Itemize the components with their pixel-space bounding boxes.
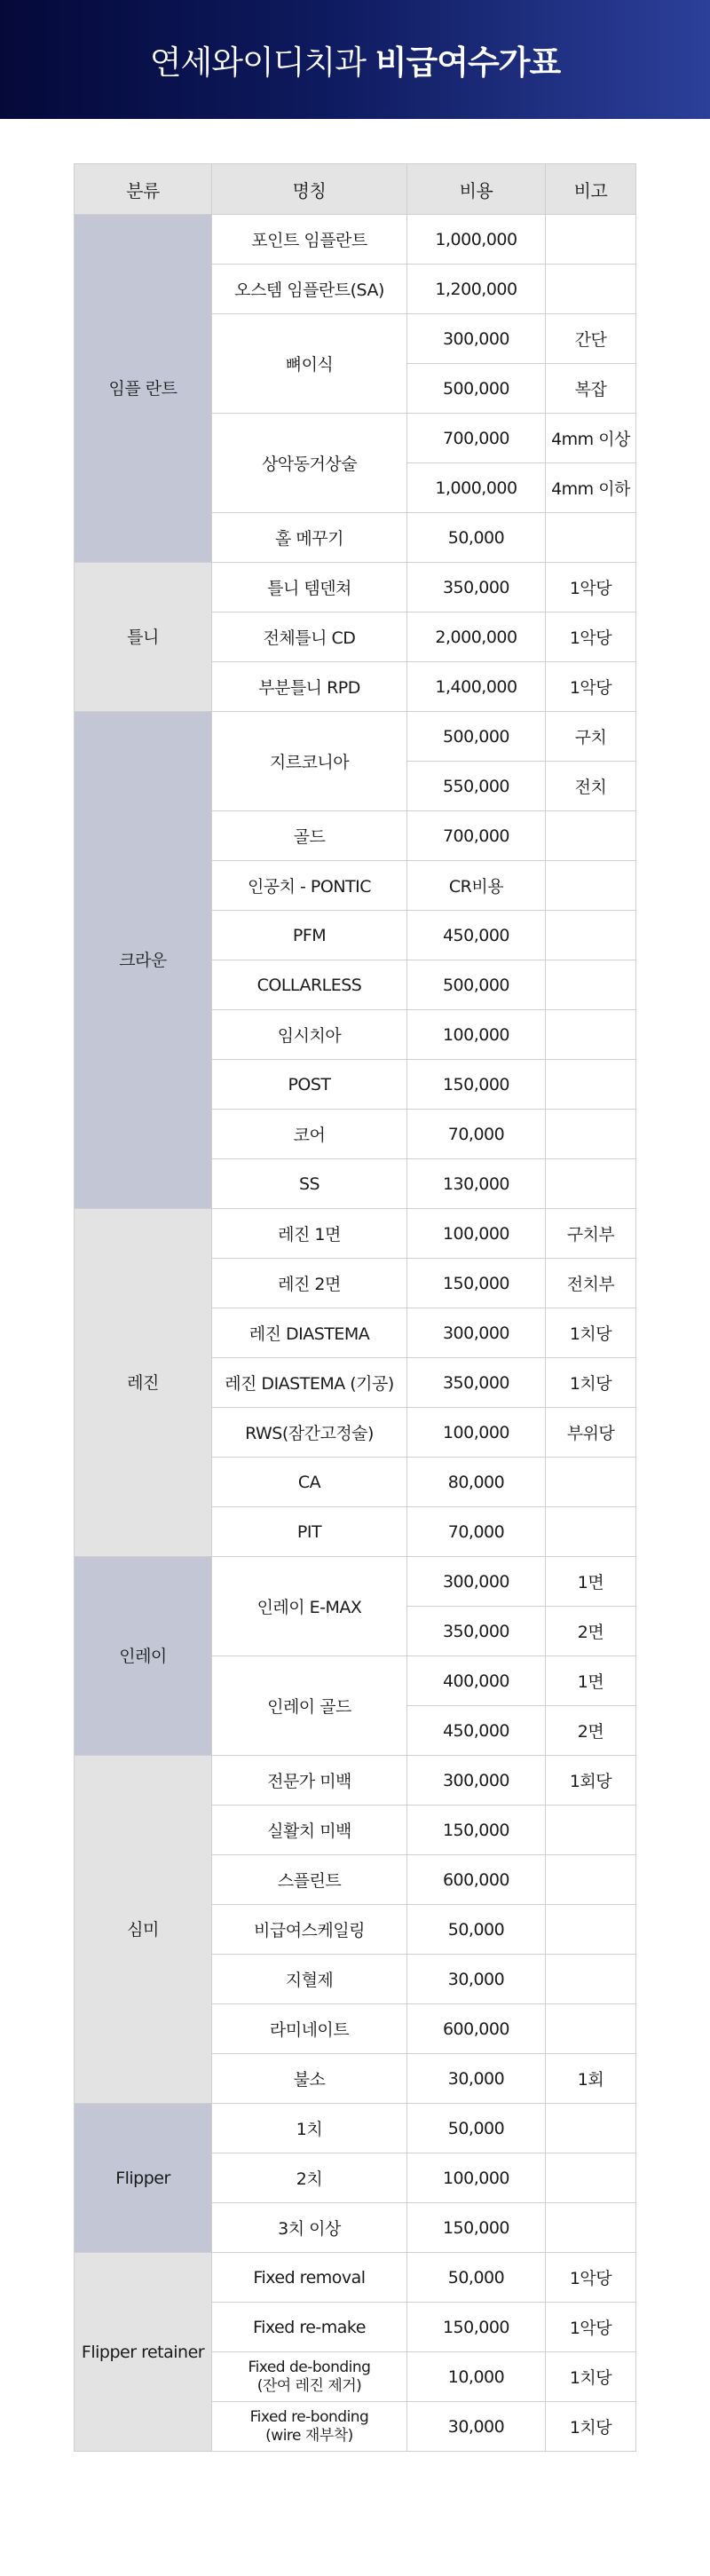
table-header-row xyxy=(75,164,636,215)
cost-cell: 150,000 xyxy=(407,1060,546,1110)
item-name-cell: 불소 xyxy=(212,2054,407,2104)
cost-cell: 70,000 xyxy=(407,1507,546,1557)
cost-cell: 450,000 xyxy=(407,1706,546,1756)
note-cell: 1치당 xyxy=(546,2402,636,2452)
cost-cell: 350,000 xyxy=(407,1358,546,1408)
note-cell xyxy=(546,1806,636,1855)
item-name-cell: 오스템 임플란트(SA) xyxy=(212,265,407,314)
item-name-cell: 골드 xyxy=(212,811,407,861)
note-cell: 간단 xyxy=(546,314,636,364)
note-cell: 전치 xyxy=(546,762,636,811)
item-name-cell: SS xyxy=(212,1159,407,1209)
note-cell xyxy=(546,1855,636,1905)
cost-cell: 50,000 xyxy=(407,2253,546,2303)
cost-cell: 100,000 xyxy=(407,2153,546,2203)
note-cell: 1악당 xyxy=(546,662,636,712)
note-cell xyxy=(546,811,636,861)
note-cell xyxy=(546,1110,636,1159)
item-name-cell: Fixed re-bonding (wire 재부착) xyxy=(212,2402,407,2452)
item-name-cell: 레진 DIASTEMA xyxy=(212,1308,407,1358)
note-cell: 1회당 xyxy=(546,1756,636,1806)
cost-cell: 300,000 xyxy=(407,1557,546,1607)
table-row xyxy=(75,712,636,762)
note-cell: 1악당 xyxy=(546,612,636,662)
item-name-cell: PIT xyxy=(212,1507,407,1557)
cost-cell: 700,000 xyxy=(407,811,546,861)
item-name-cell: Fixed removal xyxy=(212,2253,407,2303)
column-header-category: 분류 xyxy=(75,164,212,215)
cost-cell: 50,000 xyxy=(407,2104,546,2153)
item-name-cell: 전체틀니 CD xyxy=(212,612,407,662)
item-name-cell: 인레이 골드 xyxy=(212,1656,407,1756)
page-title xyxy=(150,36,560,83)
cost-cell: 550,000 xyxy=(407,762,546,811)
cost-cell: 350,000 xyxy=(407,1607,546,1656)
item-name-cell: RWS(잠간고정술) xyxy=(212,1408,407,1458)
note-cell: 4mm 이상 xyxy=(546,414,636,463)
cost-cell: 30,000 xyxy=(407,2054,546,2104)
cost-cell: 100,000 xyxy=(407,1209,546,1259)
note-cell: 4mm 이하 xyxy=(546,463,636,513)
category-label: Flipper xyxy=(115,2168,170,2188)
item-name-cell: Fixed re-make xyxy=(212,2303,407,2352)
category-cell xyxy=(75,215,212,563)
item-name-cell: 스플린트 xyxy=(212,1855,407,1905)
note-cell: 1악당 xyxy=(546,563,636,612)
table-row xyxy=(75,2104,636,2153)
cost-cell: 100,000 xyxy=(407,1010,546,1060)
item-name-cell: 1치 xyxy=(212,2104,407,2153)
note-cell: 1악당 xyxy=(546,2303,636,2352)
table-row xyxy=(75,1209,636,1259)
cost-cell: 350,000 xyxy=(407,563,546,612)
item-name-cell: 3치 이상 xyxy=(212,2203,407,2253)
note-cell xyxy=(546,1458,636,1507)
category-label: 심미 xyxy=(127,1919,159,1940)
note-cell xyxy=(546,2104,636,2153)
document-title: 비급여수가표 xyxy=(375,43,561,82)
cost-cell: 300,000 xyxy=(407,1308,546,1358)
item-name-cell: 포인트 임플란트 xyxy=(212,215,407,265)
cost-cell: 1,000,000 xyxy=(407,463,546,513)
cost-cell: 80,000 xyxy=(407,1458,546,1507)
item-name-cell: 라미네이트 xyxy=(212,2004,407,2054)
cost-cell: 500,000 xyxy=(407,364,546,414)
cost-cell: 300,000 xyxy=(407,314,546,364)
category-cell xyxy=(75,2253,212,2452)
cost-cell: 50,000 xyxy=(407,1905,546,1955)
item-name-cell: 비급여스케일링 xyxy=(212,1905,407,1955)
item-name-cell: Fixed de-bonding (잔여 레진 제거) xyxy=(212,2352,407,2402)
note-cell: 구치부 xyxy=(546,1209,636,1259)
column-header-item: 명칭 xyxy=(212,164,407,215)
note-cell xyxy=(546,2203,636,2253)
item-name-cell: 레진 2면 xyxy=(212,1259,407,1308)
item-name-cell: 실활치 미백 xyxy=(212,1806,407,1855)
note-cell xyxy=(546,215,636,265)
note-cell xyxy=(546,265,636,314)
cost-cell: 1,200,000 xyxy=(407,265,546,314)
cost-cell: 50,000 xyxy=(407,513,546,563)
table-row xyxy=(75,563,636,612)
cost-cell: 1,400,000 xyxy=(407,662,546,712)
category-cell xyxy=(75,563,212,712)
note-cell xyxy=(546,861,636,911)
price-table-body xyxy=(75,215,636,2452)
cost-cell: 30,000 xyxy=(407,2402,546,2452)
category-cell xyxy=(75,2104,212,2253)
note-cell: 구치 xyxy=(546,712,636,762)
clinic-name: 연세와이디치과 xyxy=(149,43,366,82)
note-cell xyxy=(546,1010,636,1060)
category-cell xyxy=(75,1756,212,2104)
item-name-cell: PFM xyxy=(212,911,407,960)
item-name-cell: CA xyxy=(212,1458,407,1507)
cost-cell: 150,000 xyxy=(407,2203,546,2253)
category-label: 임플 란트 xyxy=(108,378,178,399)
item-name-cell: 전문가 미백 xyxy=(212,1756,407,1806)
note-cell: 복잡 xyxy=(546,364,636,414)
item-name-cell: 부분틀니 RPD xyxy=(212,662,407,712)
note-cell: 1회 xyxy=(546,2054,636,2104)
category-label: 인레이 xyxy=(119,1646,167,1666)
category-cell xyxy=(75,1209,212,1557)
price-table xyxy=(74,163,636,2452)
note-cell xyxy=(546,1905,636,1955)
category-label: 크라운 xyxy=(119,950,167,970)
item-name-cell: 홀 메꾸기 xyxy=(212,513,407,563)
cost-cell: 500,000 xyxy=(407,712,546,762)
item-name-cell: 임시치아 xyxy=(212,1010,407,1060)
note-cell xyxy=(546,513,636,563)
cost-cell: 130,000 xyxy=(407,1159,546,1209)
table-row xyxy=(75,215,636,265)
table-row xyxy=(75,1557,636,1607)
category-cell xyxy=(75,1557,212,1756)
cost-cell: 700,000 xyxy=(407,414,546,463)
note-cell xyxy=(546,2153,636,2203)
note-cell xyxy=(546,1060,636,1110)
note-cell: 1치당 xyxy=(546,2352,636,2402)
category-label: 틀니 xyxy=(127,627,159,647)
header-banner xyxy=(0,0,710,119)
item-name-cell: 지혈제 xyxy=(212,1955,407,2004)
item-name-cell: 레진 1면 xyxy=(212,1209,407,1259)
note-cell: 전치부 xyxy=(546,1259,636,1308)
cost-cell: 150,000 xyxy=(407,1806,546,1855)
cost-cell: 150,000 xyxy=(407,1259,546,1308)
item-name-cell: 뼈이식 xyxy=(212,314,407,414)
cost-cell: 300,000 xyxy=(407,1756,546,1806)
note-cell xyxy=(546,1955,636,2004)
cost-cell: 10,000 xyxy=(407,2352,546,2402)
note-cell: 부위당 xyxy=(546,1408,636,1458)
item-name-cell: COLLARLESS xyxy=(212,960,407,1010)
cost-cell: 500,000 xyxy=(407,960,546,1010)
item-name-cell: 상악동거상술 xyxy=(212,414,407,513)
category-label: 레진 xyxy=(127,1372,159,1393)
cost-cell: 70,000 xyxy=(407,1110,546,1159)
note-cell xyxy=(546,1507,636,1557)
item-name-cell: 인공치 - PONTIC xyxy=(212,861,407,911)
note-cell: 1면 xyxy=(546,1557,636,1607)
item-name-cell: 인레이 E-MAX xyxy=(212,1557,407,1656)
table-row xyxy=(75,2253,636,2303)
item-name-cell: 2치 xyxy=(212,2153,407,2203)
cost-cell: 1,000,000 xyxy=(407,215,546,265)
category-cell xyxy=(75,712,212,1209)
column-header-note: 비고 xyxy=(546,164,636,215)
cost-cell: 150,000 xyxy=(407,2303,546,2352)
note-cell xyxy=(546,911,636,960)
cost-cell: 30,000 xyxy=(407,1955,546,2004)
note-cell: 1치당 xyxy=(546,1358,636,1408)
note-cell: 2면 xyxy=(546,1706,636,1756)
note-cell xyxy=(546,1159,636,1209)
category-label: Flipper retainer xyxy=(81,2342,205,2362)
column-header-cost: 비용 xyxy=(407,164,546,215)
cost-cell: 600,000 xyxy=(407,2004,546,2054)
cost-cell: 2,000,000 xyxy=(407,612,546,662)
note-cell: 1면 xyxy=(546,1656,636,1706)
item-name-cell: 지르코니아 xyxy=(212,712,407,811)
cost-cell: 400,000 xyxy=(407,1656,546,1706)
note-cell: 1악당 xyxy=(546,2253,636,2303)
item-name-cell: POST xyxy=(212,1060,407,1110)
cost-cell: 100,000 xyxy=(407,1408,546,1458)
note-cell xyxy=(546,2004,636,2054)
cost-cell: 450,000 xyxy=(407,911,546,960)
cost-cell: 600,000 xyxy=(407,1855,546,1905)
note-cell xyxy=(546,960,636,1010)
item-name-cell: 틀니 템덴쳐 xyxy=(212,563,407,612)
note-cell: 1치당 xyxy=(546,1308,636,1358)
table-row xyxy=(75,1756,636,1806)
cost-cell: CR비용 xyxy=(407,861,546,911)
item-name-cell: 코어 xyxy=(212,1110,407,1159)
item-name-cell: 레진 DIASTEMA (기공) xyxy=(212,1358,407,1408)
note-cell: 2면 xyxy=(546,1607,636,1656)
